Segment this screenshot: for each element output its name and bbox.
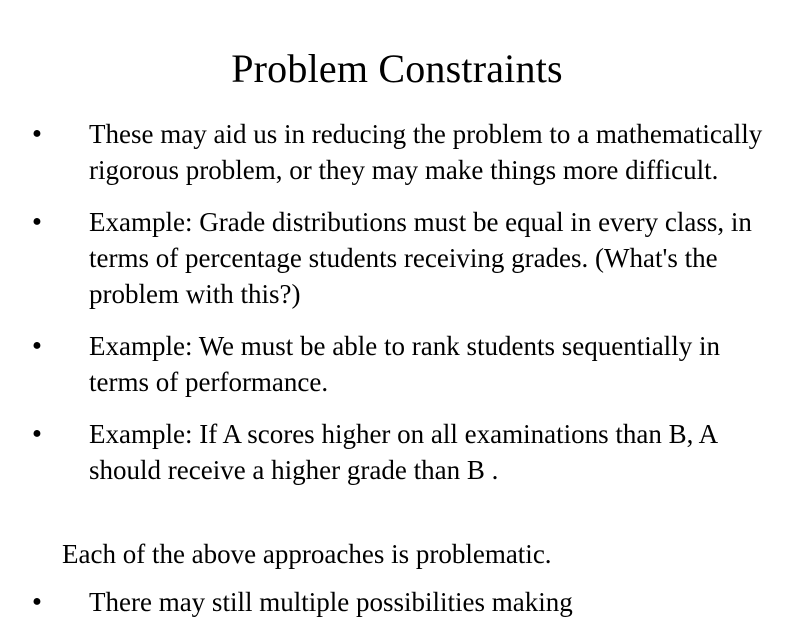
- bullet-item: [30, 416, 770, 488]
- bullet-text: Example: If A scores higher on all examinations than B, A should receive a higher grade than B .: [89, 419, 717, 485]
- summary-text: Each of the above approaches is problematic.: [62, 539, 552, 569]
- bullet-list: [30, 116, 770, 488]
- bullet-dot-icon: ●: [32, 213, 42, 230]
- bullet-text: Example: We must be able to rank students sequentially in terms of performance.: [89, 331, 720, 397]
- bullet-dot-icon: ●: [32, 593, 42, 610]
- bullet-dot-icon: ●: [32, 337, 42, 354]
- slide-title: Problem Constraints: [231, 46, 563, 91]
- bullet-item: [30, 328, 770, 400]
- bullet-text: Example: Grade distributions must be equal in every class, in terms of percentage students receiving grades. (What's the problem with this?): [89, 207, 752, 309]
- bullet-item: [30, 204, 770, 312]
- bullet-text: These may aid us in reducing the problem to a mathematically rigorous problem, or they may make things more difficult.: [89, 119, 763, 185]
- bullet-dot-icon: ●: [32, 425, 42, 442]
- bullet-dot-icon: ●: [32, 125, 42, 142]
- cutoff-bullet-text: There may still multiple possibilities making: [89, 587, 573, 617]
- bullet-item: [30, 116, 770, 188]
- cutoff-bullet: [0, 584, 794, 617]
